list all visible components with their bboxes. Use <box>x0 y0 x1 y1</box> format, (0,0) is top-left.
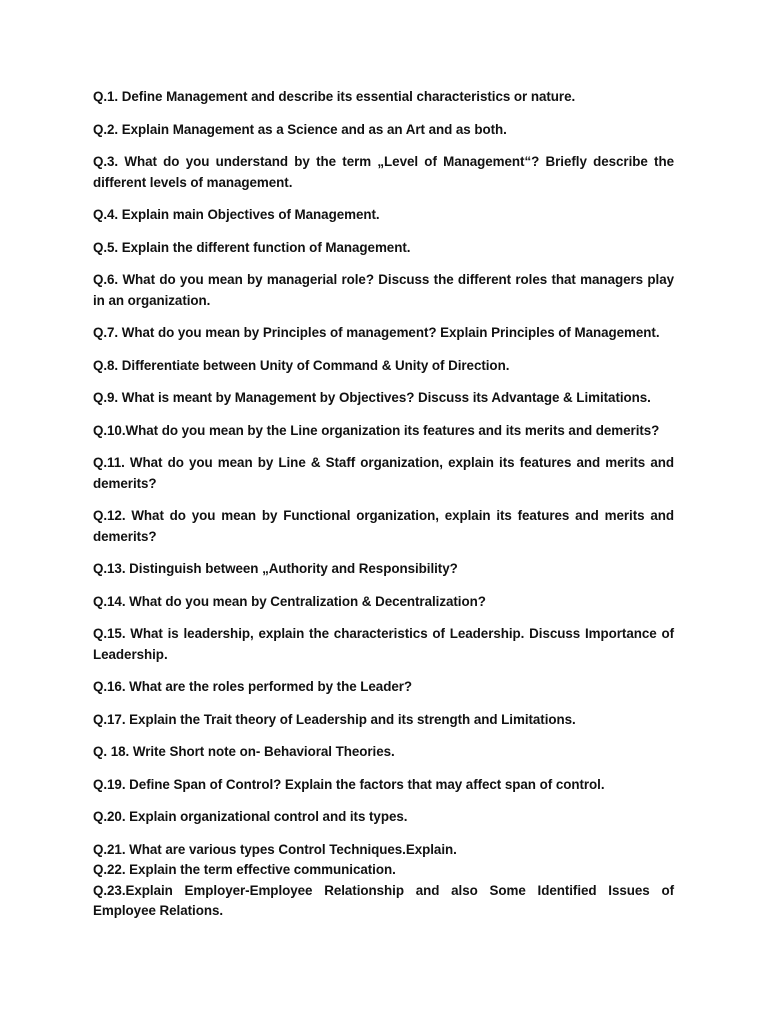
question-6: Q.6. What do you mean by managerial role? Discuss the different roles that managers play in an organization. <box>93 272 674 308</box>
question-13: Q.13. Distinguish between „Authority and Responsibility? <box>93 561 458 576</box>
question-15: Q.15. What is leadership, explain the characteristics of Leadership. Discuss Importance of Leadership. <box>93 626 674 662</box>
question-21: Q.21. What are various types Control Techniques.Explain. <box>93 841 457 857</box>
question-list <box>93 87 674 922</box>
question-8: Q.8. Differentiate between Unity of Command & Unity of Direction. <box>93 357 510 373</box>
question-5: Q.5. Explain the different function of Management. <box>93 239 411 255</box>
question-2: Q.2. Explain Management as a Science and as an Art and as both. <box>93 121 507 137</box>
question-14: Q.14. What do you mean by Centralization & Decentralization? <box>93 593 486 609</box>
question-16: Q.16. What are the roles performed by the Leader? <box>93 679 413 694</box>
question-7: Q.7. What do you mean by Principles of management? Explain Principles of Management. <box>93 325 660 340</box>
question-17: Q.17. Explain the Trait theory of Leadership and its strength and Limitations. <box>93 711 576 727</box>
question-22: Q.22. Explain the term effective communication. <box>93 862 396 877</box>
question-23: Q.23.Explain Employer-Employee Relationship and also Some Identified Issues of Employee Relations. <box>93 882 674 918</box>
question-20: Q.20. Explain organizational control and its types. <box>93 809 408 824</box>
question-1: Q.1. Define Management and describe its essential characteristics or nature. <box>93 89 576 104</box>
question-11: Q.11. What do you mean by Line & Staff organization, explain its features and merits and demerits? <box>93 455 674 491</box>
question-9: Q.9. What is meant by Management by Objectives? Discuss its Advantage & Limitations. <box>93 390 651 405</box>
question-4: Q.4. Explain main Objectives of Management. <box>93 207 380 222</box>
question-18: Q. 18. Write Short note on- Behavioral Theories. <box>93 744 395 759</box>
question-19: Q.19. Define Span of Control? Explain the factors that may affect span of control. <box>93 776 605 792</box>
question-3: Q.3. What do you understand by the term „Level of Management“? Briefly describe the different levels of management. <box>93 154 674 190</box>
question-12: Q.12. What do you mean by Functional organization, explain its features and merits and demerits? <box>93 508 674 544</box>
question-10: Q.10.What do you mean by the Line organization its features and its merits and demerits? <box>93 422 660 438</box>
